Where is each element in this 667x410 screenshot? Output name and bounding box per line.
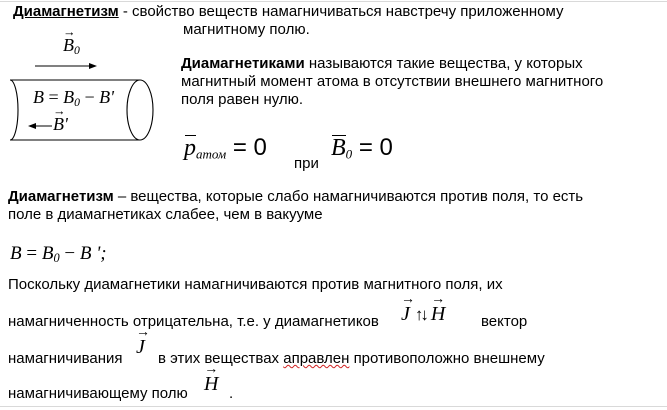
p-subscript: атом: [196, 146, 227, 162]
para1-text-1: – вещества, которые слабо намагничиваются против поля, то есть: [113, 188, 584, 205]
definition-text-1: называются такие вещества, у которых: [304, 55, 583, 72]
condition-formula: [184, 128, 424, 172]
intro-term: Диамагнетизм: [13, 3, 119, 20]
formula-eq: =: [44, 87, 64, 107]
vector-bprime-symbol: → B: [53, 114, 64, 135]
para1-term: Диамагнетизм: [8, 188, 114, 205]
formula-Bp: B: [99, 87, 111, 107]
para2-line3-text-1: в этих веществах: [158, 350, 280, 367]
p-atom-formula: [184, 134, 267, 162]
para2-line3-text-2: противоположно внешнему: [353, 350, 545, 367]
antiparallel-arrows: ↑↓: [414, 305, 426, 324]
top-divider: [0, 1, 667, 2]
j-vector: → J: [401, 303, 410, 326]
definition-line-1: [181, 55, 627, 73]
para2-line-3-start: намагничивания: [8, 350, 123, 367]
vector-b0-subscript: 0: [74, 43, 80, 57]
b0-subscript: 0: [345, 146, 353, 162]
h-vector-2: → H: [204, 373, 218, 396]
h-vector: → H: [431, 303, 445, 326]
para1-line-1: [8, 188, 583, 206]
formula-minus: −: [80, 87, 100, 107]
para2-line-2-end: вектор: [481, 313, 528, 330]
definition-term: Диамагнетиками: [181, 55, 305, 72]
para1-line-2: поле в диамагнетиках слабее, чем в вакууме: [8, 206, 323, 223]
j-vector-2-wrap: [136, 336, 145, 359]
formula-prime: ': [110, 87, 115, 107]
vector-b0-label: [63, 35, 80, 57]
formula2-B0: B: [41, 243, 54, 264]
pri-word: при: [294, 155, 319, 172]
formula2-B0-sub: 0: [53, 251, 60, 266]
intro-text: - свойство веществ намагничиваться навстречу приложенному: [118, 3, 564, 20]
definition-line-3: поля равен нулю.: [181, 91, 304, 108]
formula-B0-sub: 0: [74, 95, 80, 109]
j-antiparallel-h: [401, 303, 445, 326]
b0-symbol: B: [331, 135, 346, 161]
para2-line-2: [8, 313, 379, 331]
para2-line-1: Поскольку диамагнетики намагничиваются против магнитного поля, их: [8, 276, 503, 293]
p-eq-zero: = 0: [226, 134, 267, 161]
b0-eq-zero: = 0: [352, 134, 393, 161]
intro-line-1: [13, 3, 563, 21]
j-vector-2: → J: [136, 336, 145, 359]
cylinder-diagram: [0, 28, 175, 146]
formula-in-cylinder: [33, 87, 114, 109]
vector-b0-symbol: → B: [63, 35, 74, 56]
para2-line2-text: намагниченность отрицательна, т.е. у диамагнетиков: [8, 313, 379, 330]
formula2-eq: =: [21, 243, 42, 264]
formula2-B: B: [10, 243, 22, 264]
p-symbol: p: [184, 135, 196, 161]
formula-B: B: [33, 87, 44, 107]
definition-line-2: магнитный момент атома в отсутствии внешнего магнитного: [181, 73, 604, 90]
b0-formula: [331, 134, 393, 162]
spelling-error-word: аправлен: [283, 350, 350, 367]
vector-bprime-label: [53, 114, 68, 135]
formula2-minus: −: [59, 243, 80, 264]
formula2-prime: ';: [91, 243, 107, 264]
formula2-Bp: B: [79, 243, 92, 264]
vector-bprime-prime: ': [64, 114, 68, 134]
formula-b-diff: [10, 243, 107, 266]
formula-B0: B: [63, 87, 75, 107]
h-vector-2-wrap: [204, 373, 218, 396]
para2-line-4-end: .: [229, 385, 234, 402]
para2-line-4: намагничивающему полю: [8, 385, 188, 402]
bottom-divider: [0, 406, 667, 407]
intro-line-2: магнитному полю.: [183, 21, 310, 38]
